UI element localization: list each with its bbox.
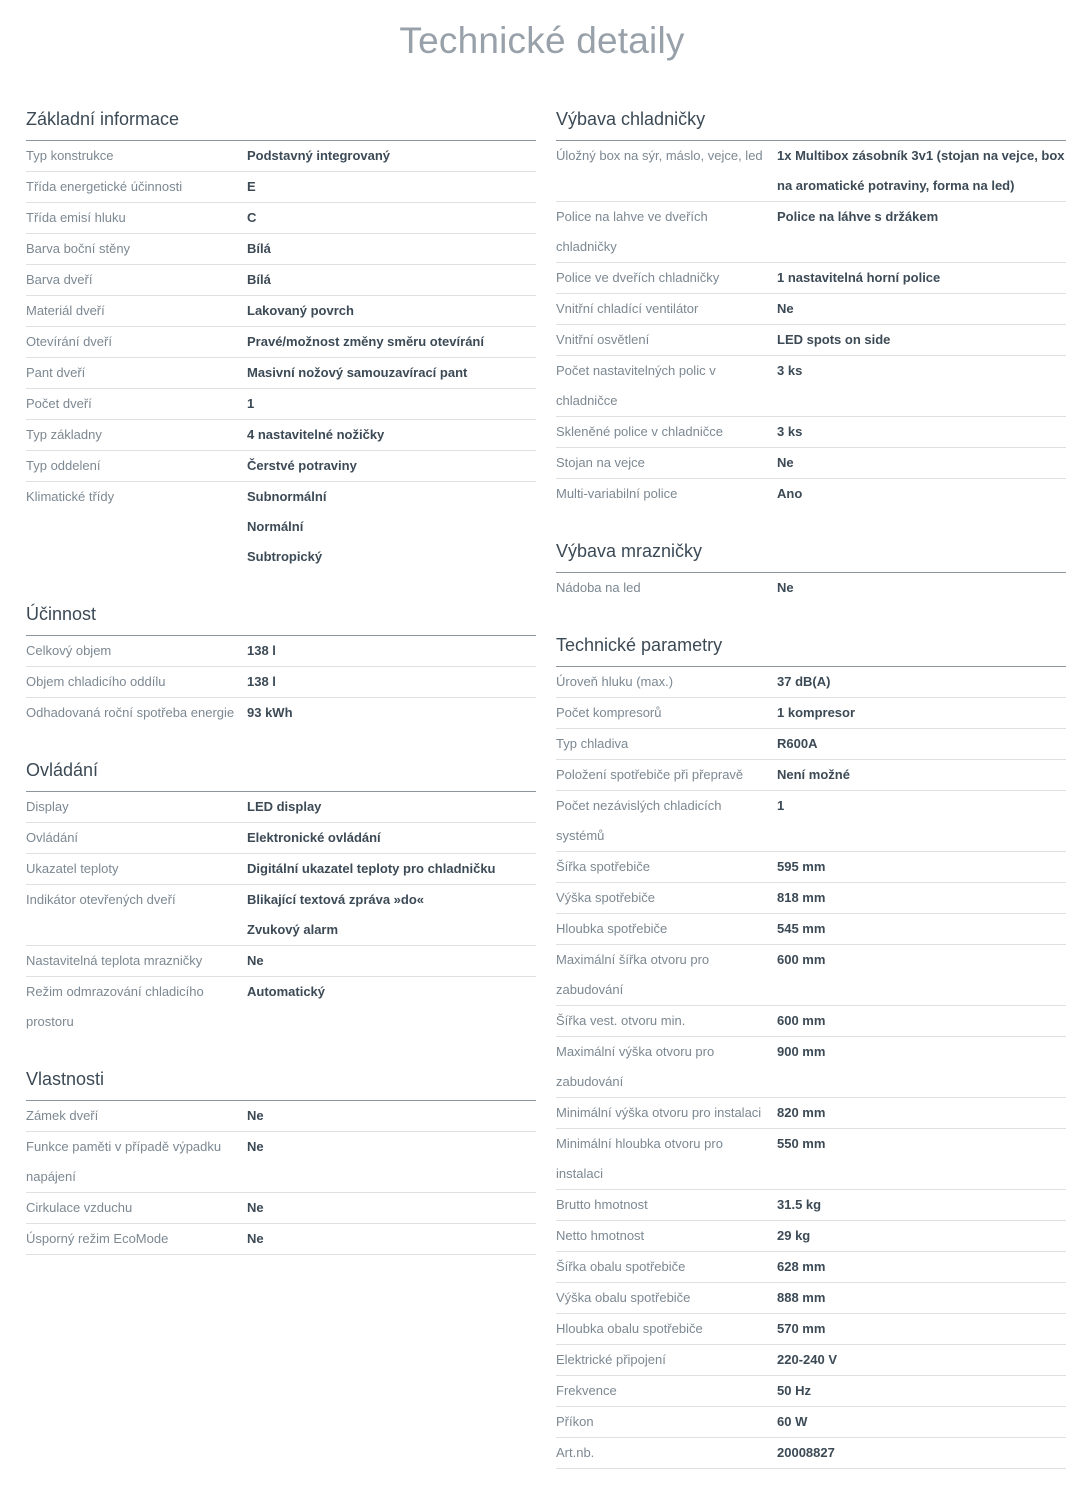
spec-value-line: 820 mm	[777, 1105, 826, 1120]
spec-value-line: Masivní nožový samouzavírací pant	[247, 365, 468, 380]
spec-row	[556, 448, 1066, 479]
spec-label: Třída emisí hluku	[26, 210, 126, 225]
spec-value-line: 900 mm	[777, 1044, 826, 1059]
spec-value-line: C	[247, 210, 257, 225]
left-spec-column	[26, 104, 536, 1282]
spec-value	[777, 1252, 1066, 1282]
spec-value-line: R600A	[777, 736, 818, 751]
spec-row	[556, 1252, 1066, 1283]
spec-value	[247, 885, 536, 945]
spec-value-line: 37 dB(A)	[777, 674, 831, 689]
spec-value	[247, 203, 536, 233]
spec-label: Stojan na vejce	[556, 455, 645, 470]
spec-label: Frekvence	[556, 1383, 617, 1398]
spec-label: Maximální šířka otvoru pro zabudování	[556, 952, 710, 997]
spec-label: Klimatické třídy	[26, 489, 115, 504]
spec-label: Počet dveří	[26, 396, 92, 411]
spec-value-line: Ne	[247, 1108, 264, 1123]
spec-row	[556, 1376, 1066, 1407]
spec-label: Ovládání	[26, 830, 79, 845]
spec-value-line: 220-240 V	[777, 1352, 837, 1367]
spec-value	[247, 482, 536, 572]
spec-value-line: 138 l	[247, 643, 276, 658]
spec-row	[556, 325, 1066, 356]
spec-label: Pant dveří	[26, 365, 86, 380]
spec-row	[556, 1314, 1066, 1345]
spec-value-line: Police na láhve s držákem	[777, 209, 939, 224]
spec-row	[26, 358, 536, 389]
spec-label: Typ oddelení	[26, 458, 101, 473]
spec-value-line: Bílá	[247, 241, 271, 256]
spec-row	[556, 698, 1066, 729]
spec-value-line: Podstavný integrovaný	[247, 148, 391, 163]
spec-row	[26, 792, 536, 823]
spec-value-line: Ne	[247, 1231, 264, 1246]
spec-value-line: Ne	[777, 580, 794, 595]
spec-row	[556, 1407, 1066, 1438]
spec-value	[247, 946, 536, 976]
spec-value-line: Není možné	[777, 767, 850, 782]
spec-row	[26, 636, 536, 667]
spec-label: Cirkulace vzduchu	[26, 1200, 133, 1215]
spec-label: Barva dveří	[26, 272, 93, 287]
spec-row	[26, 389, 536, 420]
spec-row	[556, 1006, 1066, 1037]
spec-value-line: 595 mm	[777, 859, 826, 874]
spec-label: Objem chladicího oddílu	[26, 674, 166, 689]
spec-value-line: 600 mm	[777, 952, 826, 967]
spec-value-line: 545 mm	[777, 921, 826, 936]
spec-value	[777, 1190, 1066, 1220]
spec-value	[777, 1345, 1066, 1375]
spec-value	[777, 448, 1066, 478]
section-title: Technické parametry	[556, 630, 1066, 667]
spec-label: Položení spotřebiče při přepravě	[556, 767, 744, 782]
spec-row	[556, 883, 1066, 914]
spec-value-line: Elektronické ovládání	[247, 830, 381, 845]
spec-label: Skleněné police v chladničce	[556, 424, 723, 439]
spec-value	[247, 234, 536, 264]
spec-value	[777, 294, 1066, 324]
spec-row	[556, 1037, 1066, 1098]
section-title: Ovládání	[26, 755, 536, 792]
spec-value-line: 4 nastavitelné nožičky	[247, 427, 385, 442]
spec-label: Netto hmotnost	[556, 1228, 645, 1243]
spec-label: Vnitřní chladící ventilátor	[556, 301, 699, 316]
spec-value-line: 29 kg	[777, 1228, 811, 1243]
spec-value-line: 60 W	[777, 1414, 808, 1429]
spec-value	[777, 1221, 1066, 1251]
spec-row	[556, 417, 1066, 448]
spec-value	[777, 1407, 1066, 1437]
spec-value-line: Zvukový alarm	[247, 922, 339, 937]
spec-row	[556, 667, 1066, 698]
spec-value-line: Lakovaný povrch	[247, 303, 354, 318]
spec-row	[556, 1283, 1066, 1314]
spec-value	[247, 296, 536, 326]
spec-value-line: 570 mm	[777, 1321, 826, 1336]
spec-value-line: E	[247, 179, 256, 194]
spec-value-line: Ne	[777, 455, 794, 470]
spec-row	[26, 698, 536, 728]
spec-label: Art.nb.	[556, 1445, 595, 1460]
spec-row	[26, 234, 536, 265]
spec-value-line: 888 mm	[777, 1290, 826, 1305]
spec-row	[26, 885, 536, 946]
spec-row	[556, 1438, 1066, 1469]
spec-value-line: Ne	[777, 301, 794, 316]
spec-value-line: Blikající textová zpráva »do«	[247, 892, 425, 907]
spec-value-line: Čerstvé potraviny	[247, 458, 357, 473]
spec-row	[556, 791, 1066, 852]
spec-label: Materiál dveří	[26, 303, 105, 318]
spec-label: Počet nastavitelných polic v chladničce	[556, 363, 716, 408]
spec-row	[556, 1098, 1066, 1129]
spec-value	[777, 883, 1066, 913]
spec-value-line: Automatický	[247, 984, 326, 999]
spec-value	[247, 172, 536, 202]
spec-value	[247, 636, 536, 666]
spec-value-line: 31.5 kg	[777, 1197, 822, 1212]
spec-row	[556, 263, 1066, 294]
spec-label: Vnitřní osvětlení	[556, 332, 650, 347]
spec-value-line: 1	[777, 798, 785, 813]
spec-value-line: 550 mm	[777, 1136, 826, 1151]
spec-label: Nádoba na led	[556, 580, 641, 595]
spec-label: Výška spotřebiče	[556, 890, 655, 905]
spec-value-line: Ano	[777, 486, 803, 501]
spec-label: Úroveň hluku (max.)	[556, 674, 674, 689]
spec-row	[26, 451, 536, 482]
spec-section-ovladani	[26, 755, 536, 1037]
spec-section-zakladni-informace	[26, 104, 536, 572]
spec-value	[777, 573, 1066, 603]
spec-label: Hloubka spotřebiče	[556, 921, 668, 936]
spec-value	[777, 1438, 1066, 1468]
spec-value-line: 93 kWh	[247, 705, 293, 720]
spec-section-technicke-parametry	[556, 630, 1066, 1469]
spec-row	[556, 294, 1066, 325]
spec-row	[26, 1101, 536, 1132]
spec-label: Display	[26, 799, 69, 814]
spec-row	[556, 1221, 1066, 1252]
spec-row	[26, 203, 536, 234]
spec-value-line: 3 ks	[777, 363, 803, 378]
spec-value-line: Subnormální	[247, 489, 327, 504]
spec-value	[777, 1129, 1066, 1189]
spec-value-line: 1x Multibox zásobník 3v1 (stojan na vejce, box na aromatické potraviny, forma na led)	[777, 148, 1065, 193]
spec-value	[777, 417, 1066, 447]
spec-label: Úložný box na sýr, máslo, vejce, led	[556, 148, 763, 163]
spec-value-line: LED spots on side	[777, 332, 891, 347]
spec-row	[556, 1129, 1066, 1190]
spec-value	[247, 792, 536, 822]
spec-value-line: 1 kompresor	[777, 705, 856, 720]
spec-value	[777, 791, 1066, 851]
spec-row	[556, 729, 1066, 760]
page-title: Technické detaily	[399, 20, 685, 61]
spec-value-line: 1 nastavitelná horní police	[777, 270, 941, 285]
spec-label: Ukazatel teploty	[26, 861, 119, 876]
spec-row	[556, 573, 1066, 603]
spec-value	[777, 263, 1066, 293]
spec-value	[247, 358, 536, 388]
spec-value-line: 1	[247, 396, 255, 411]
section-title: Výbava chladničky	[556, 104, 1066, 141]
spec-label: Nastavitelná teplota mrazničky	[26, 953, 203, 968]
spec-value	[247, 389, 536, 419]
spec-row	[26, 946, 536, 977]
spec-label: Příkon	[556, 1414, 594, 1429]
spec-row	[26, 265, 536, 296]
spec-value	[247, 1193, 536, 1223]
spec-row	[556, 202, 1066, 263]
spec-label: Typ chladiva	[556, 736, 629, 751]
spec-label: Brutto hmotnost	[556, 1197, 648, 1212]
section-title: Výbava mrazničky	[556, 536, 1066, 573]
spec-label: Šířka vest. otvoru min.	[556, 1013, 686, 1028]
spec-value-line: LED display	[247, 799, 322, 814]
spec-row	[26, 1224, 536, 1255]
spec-value-line: Normální	[247, 519, 304, 534]
spec-label: Celkový objem	[26, 643, 112, 658]
spec-row	[556, 141, 1066, 202]
spec-value	[777, 1098, 1066, 1128]
spec-row	[26, 1132, 536, 1193]
spec-row	[26, 141, 536, 172]
spec-row	[26, 296, 536, 327]
spec-label: Typ základny	[26, 427, 102, 442]
spec-label: Minimální výška otvoru pro instalaci	[556, 1105, 762, 1120]
spec-value-line: Subtropický	[247, 549, 323, 564]
spec-value	[777, 914, 1066, 944]
spec-label: Police na lahve ve dveřích chladničky	[556, 209, 708, 254]
spec-value-line: Ne	[247, 953, 264, 968]
spec-value	[777, 1283, 1066, 1313]
spec-value	[777, 852, 1066, 882]
spec-value	[777, 667, 1066, 697]
spec-label: Šířka spotřebiče	[556, 859, 650, 874]
spec-value-line: 50 Hz	[777, 1383, 811, 1398]
spec-row	[556, 852, 1066, 883]
spec-label: Typ konstrukce	[26, 148, 114, 163]
spec-label: Indikátor otevřených dveří	[26, 892, 176, 907]
spec-section-vlastnosti	[26, 1064, 536, 1255]
spec-section-ucinnost	[26, 599, 536, 728]
spec-label: Odhadovaná roční spotřeba energie	[26, 705, 235, 720]
spec-row	[556, 1190, 1066, 1221]
spec-row	[26, 977, 536, 1037]
spec-value-line: 818 mm	[777, 890, 826, 905]
section-title: Základní informace	[26, 104, 536, 141]
spec-label: Výška obalu spotřebiče	[556, 1290, 691, 1305]
spec-value	[247, 1132, 536, 1192]
spec-value	[777, 141, 1066, 201]
spec-row	[26, 172, 536, 203]
spec-label: Počet kompresorů	[556, 705, 662, 720]
spec-value	[777, 479, 1066, 509]
spec-label: Multi-variabilní police	[556, 486, 678, 501]
spec-row	[556, 356, 1066, 417]
spec-label: Šířka obalu spotřebiče	[556, 1259, 686, 1274]
spec-value	[247, 823, 536, 853]
spec-label: Elektrické připojení	[556, 1352, 666, 1367]
spec-label: Otevírání dveří	[26, 334, 112, 349]
spec-value	[247, 327, 536, 357]
spec-label: Režim odmrazování chladicího prostoru	[26, 984, 204, 1029]
spec-section-vybava-chladnicky	[556, 104, 1066, 509]
spec-value	[777, 356, 1066, 416]
spec-row	[26, 854, 536, 885]
spec-row	[26, 667, 536, 698]
spec-value	[247, 141, 536, 171]
spec-value-line: 628 mm	[777, 1259, 826, 1274]
spec-value	[777, 945, 1066, 1005]
spec-row	[556, 945, 1066, 1006]
spec-value	[777, 325, 1066, 355]
spec-value	[777, 1037, 1066, 1097]
spec-value	[247, 1101, 536, 1131]
spec-value-line: Pravé/možnost změny směru otevírání	[247, 334, 484, 349]
spec-row	[556, 1345, 1066, 1376]
spec-value-line: Bílá	[247, 272, 271, 287]
right-spec-column	[556, 104, 1066, 1496]
spec-label: Maximální výška otvoru pro zabudování	[556, 1044, 715, 1089]
spec-value	[247, 451, 536, 481]
spec-value	[777, 698, 1066, 728]
spec-row	[556, 479, 1066, 509]
spec-label: Úsporný režim EcoMode	[26, 1231, 169, 1246]
spec-label: Zámek dveří	[26, 1108, 99, 1123]
spec-row	[26, 327, 536, 358]
spec-value	[247, 667, 536, 697]
spec-value	[777, 729, 1066, 759]
spec-row	[26, 1193, 536, 1224]
spec-value	[777, 1006, 1066, 1036]
spec-value	[247, 977, 536, 1037]
spec-label: Barva boční stěny	[26, 241, 131, 256]
spec-value	[247, 1224, 536, 1254]
spec-value-line: 3 ks	[777, 424, 803, 439]
spec-value	[777, 1314, 1066, 1344]
spec-value	[247, 265, 536, 295]
spec-value-line: Ne	[247, 1200, 264, 1215]
spec-value	[777, 202, 1066, 262]
spec-row	[556, 760, 1066, 791]
spec-value	[247, 854, 536, 884]
spec-label: Minimální hloubka otvoru pro instalaci	[556, 1136, 723, 1181]
spec-value-line: Digitální ukazatel teploty pro chladničku	[247, 861, 496, 876]
spec-value-line: 138 l	[247, 674, 276, 689]
spec-row	[26, 482, 536, 572]
section-title: Účinnost	[26, 599, 536, 636]
spec-value	[247, 698, 536, 728]
section-title: Vlastnosti	[26, 1064, 536, 1101]
spec-label: Počet nezávislých chladicích systémů	[556, 798, 722, 843]
spec-value	[247, 420, 536, 450]
spec-label: Police ve dveřích chladničky	[556, 270, 720, 285]
spec-value-line: 600 mm	[777, 1013, 826, 1028]
spec-value	[777, 760, 1066, 790]
spec-row	[26, 420, 536, 451]
spec-section-vybava-mraznicky	[556, 536, 1066, 603]
spec-value	[777, 1376, 1066, 1406]
spec-value-line: Ne	[247, 1139, 264, 1154]
spec-label: Hloubka obalu spotřebiče	[556, 1321, 703, 1336]
spec-row	[26, 823, 536, 854]
spec-value-line: 20008827	[777, 1445, 835, 1460]
spec-label: Třída energetické účinnosti	[26, 179, 183, 194]
spec-row	[556, 914, 1066, 945]
spec-label: Funkce paměti v případě výpadku napájení	[26, 1139, 222, 1184]
